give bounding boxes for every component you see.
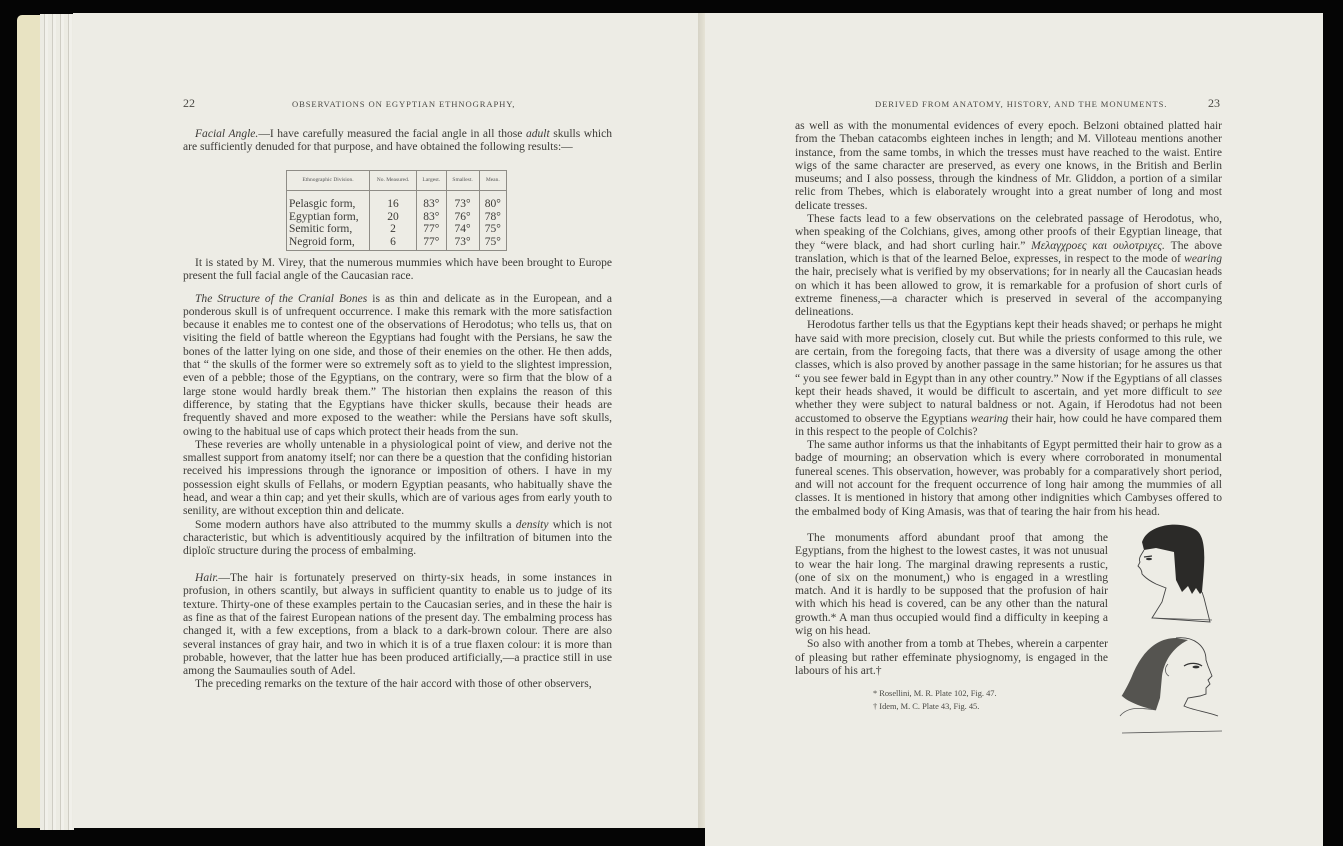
paragraph-shaved-heads	[795, 319, 1222, 439]
text: Some modern authors have also attributed to the mummy skulls a	[195, 518, 516, 531]
facial-angle-table	[286, 170, 507, 251]
right-running-head: DERIVED FROM ANATOMY, HISTORY, AND THE MONUMENTS.	[875, 99, 1168, 109]
paragraph-reveries: These reveries are wholly untenable in a physiological point of view, and derive not the smallest support from anatomy itself; nor can there be a question that the confiding historian received his impressions through the ignorance or imposition of others. I have in my possession eight skulls of Fellahs, or modern Egyptian peasants, who habitually shave the head, and wear a thin cap; and yet their skulls, which are of various ages from early youth to senility, are without exception thin and delicate.	[183, 438, 612, 518]
value-cell: 6	[370, 236, 417, 251]
text: —The hair is fortunately preserved on thirty-six heads, in some instances in profusion, in others scantily, but always in sufficient quantity to enable us to judge of its texture. Thirty-one of these examples pertain to the Caucasian series, and in these the hair is as fine as that of the fairest European nations of the present day. The embalming process has changed it, with a few exceptions, from a black to a dark-brown colour. There are also several instances of gray hair, and two in which it is of a true flaxen colour: it is more than probable, however, that the latter hue has been produced artificially,—a practice still in use among the Saumaulies south of Adel.	[183, 572, 612, 678]
right-text-column	[795, 120, 1222, 519]
value-cell: 83°	[417, 191, 447, 211]
right-page-number: 23	[1208, 96, 1220, 110]
paragraph-virey: It is stated by M. Virey, that the numerous mummies which have been brought to Europe present the full facial angle of the Caucasian race.	[183, 257, 612, 283]
division-cell: Negroid form,	[289, 235, 355, 248]
division-cell: Egyptian form,	[289, 210, 359, 223]
paragraph-monuments-long-hair: The monuments afford abundant proof that among the Egyptians, from the highest to the lowest castes, it was not unusual to wear the hair long. The marginal drawing represents a rustic, (one of six on the monument,) who is engaged in a wrestling match. And it is hardly to be supposed that the profusion of hair with which his head is covered, can be any other than the natural growth.* A man thus occupied would find a difficulty in keeping a wig on his head.	[795, 532, 1108, 638]
book-gutter	[698, 13, 705, 828]
section-heading-hair: Hair.	[195, 572, 219, 585]
paragraph-hair	[183, 572, 612, 678]
section-heading-facial-angle: Facial Angle.	[195, 128, 259, 140]
paragraph-mourning: The same author informs us that the inhabitants of Egypt permitted their hair to grow as a badge of mourning; an observation which is every where corroborated in monumental funereal scenes. This observation, however, was probably for a comparatively short period, and will not account for the frequent occurrence of long hair among the mummies of all classes. It is mentioned in history that among other indignities which Cambyses offered to the embalmed body of King Amasis, was that of tearing the hair from his head.	[795, 439, 1222, 518]
column-header: Ethnographic Division.	[287, 171, 370, 191]
left-page-number: 22	[183, 96, 195, 110]
text: their hair, how could he have compared them in this respect to the people of Colchis?	[795, 412, 1222, 438]
value-cell: 76°	[446, 211, 479, 224]
text: —I have carefully measured the facial angle in all those	[258, 128, 526, 140]
table-row	[287, 211, 507, 224]
text: is as thin and delicate as in the European, and a ponderous skull is of unfrequent occurrence. I make this remark with the more satisfaction because it enables me to contest one of the observations of Herodotus; who tells us, that on visiting the field of battle whereon the Egyptians had fought with the Persians, he saw the bones of the latter lying on one side, and those of their enemies on the other. He then adds, that “ the skulls of the former were so extremely soft as to yield to the slightest impression, even of a pebble; those of the Egyptians, on the contrary, were so firm that the blow of a large stone would hardly break them.” The historian then explains the reason of this difference, by stating that the Egyptians have thicker skulls, because their heads are frequently shaved and more exposed to the weather: while the Persians have soft skulls, owing to the habitual use of caps which protect their heads from the sun.	[183, 292, 612, 438]
page-edge-stack	[40, 14, 74, 830]
value-cell: 2	[370, 223, 417, 236]
value-cell: 78°	[479, 211, 506, 224]
emphasis: density	[515, 518, 549, 531]
paragraph-colchians	[795, 213, 1222, 319]
right-wrapped-column	[795, 532, 1108, 678]
column-header: Largest.	[417, 171, 447, 191]
left-running-head: OBSERVATIONS ON EGYPTIAN ETHNOGRAPHY,	[292, 99, 516, 109]
value-cell: 73°	[446, 236, 479, 251]
paragraph-preceding-remarks: The preceding remarks on the texture of the hair accord with those of other observers,	[195, 678, 592, 691]
division-cell: Pelasgic form,	[289, 198, 356, 210]
table-row	[287, 236, 507, 251]
greek-quotation: Μελαγχροες και ουλοτριχες.	[1031, 239, 1165, 252]
value-cell: 74°	[446, 223, 479, 236]
emphasis: see	[1207, 385, 1222, 398]
value-cell: 20	[370, 211, 417, 224]
table-header-row	[287, 171, 507, 191]
division-cell: Semitic form,	[289, 223, 353, 236]
footnote: * Rosellini, M. R. Plate 102, Fig. 47.	[873, 689, 997, 698]
value-cell: 83°	[417, 211, 447, 224]
left-text-column	[183, 128, 612, 155]
paragraph-monumental-evidence: as well as with the monumental evidences of every epoch. Belzoni obtained platted hair from the Theban catacombs eighteen inches in length; and M. Villoteau mentions another instance, from the same tombs, in which the tresses must have reached to the waist. Entire wigs of the same character are preserved, as every one knows, in the British and Berlin museums; and I also possess, through the kindness of Mr. Gliddon, a portion of a similar relic from Thebes, which is elaborately wrought into a great number of long and most delicate tresses.	[795, 120, 1222, 212]
value-cell: 80°	[479, 191, 506, 211]
emphasis: wearing	[1184, 252, 1222, 265]
rustic-head-illustration	[1130, 522, 1220, 626]
text: which is not characteristic, but which is adventitiously acquired by the infiltration of bitumen into the diploïc structure during the process of embalming.	[183, 518, 612, 558]
value-cell: 73°	[446, 191, 479, 211]
value-cell: 77°	[417, 223, 447, 236]
column-header: Mean.	[479, 171, 506, 191]
value-cell: 16	[370, 191, 417, 211]
text: skulls which are sufficiently denuded for that purpose, and have obtained the following results:—	[183, 128, 612, 154]
carpenter-head-illustration	[1118, 636, 1224, 736]
text: The above translation, which is that of the learned Beloe, expresses, in respect to the mode of	[795, 239, 1222, 265]
text: Herodotus farther tells us that the Egyptians kept their heads shaved; or perhaps he might have said with more precision, closely cut. But while the priests conformed to this rule, we are certain, from the foregoing facts, that there was a diversity of usage among the other classes, which is also proved by another passage in the same historian; for he assures us that “ you see fewer bald in Egypt than in any other country.” Now if the Egyptians of all classes kept their heads shaved, it would be difficult to ascertain, and yet more difficult to	[795, 319, 1222, 398]
text: the hair, precisely what is verified by my observations; for in nearly all the Caucasian heads on which it has been allowed to grow, it is remarkable for a profusion of short curls of extreme fineness,—a character which is preserved in several of the accompanying delineations.	[795, 266, 1222, 319]
table-row	[287, 223, 507, 236]
page-edge-stack-yellow	[17, 15, 41, 828]
value-cell: 75°	[479, 236, 506, 251]
table-row	[287, 191, 507, 211]
left-text-column-2	[183, 257, 612, 692]
paragraph-facial-angle	[183, 128, 612, 155]
text: whether they were subject to natural baldness or not. Again, if Herodotus had not been accustomed to observe the Egyptians	[795, 399, 1222, 425]
column-header: No. Measured.	[370, 171, 417, 191]
text: These facts lead to a few observations on the celebrated passage of Herodotus, who, when speaking of the Colchians, gives, among other proofs of their Egyptian lineage, that they “were black, and had short curling hair.”	[795, 213, 1222, 252]
paragraph-carpenter: So also with another from a tomb at Thebes, wherein a carpenter of pleasing but rather effeminate physiognomy, is engaged in the labours of his art.†	[795, 638, 1108, 677]
footnote: † Idem, M. C. Plate 43, Fig. 45.	[873, 702, 980, 711]
paragraph-density	[183, 519, 612, 559]
emphasis: wearing	[970, 412, 1009, 425]
section-heading-cranial-bones: The Structure of the Cranial Bones	[195, 292, 368, 305]
paragraph-cranial-bones	[183, 293, 612, 439]
column-header: Smallest.	[446, 171, 479, 191]
emphasis: adult	[525, 128, 550, 140]
value-cell: 77°	[417, 236, 447, 251]
value-cell: 75°	[479, 223, 506, 236]
